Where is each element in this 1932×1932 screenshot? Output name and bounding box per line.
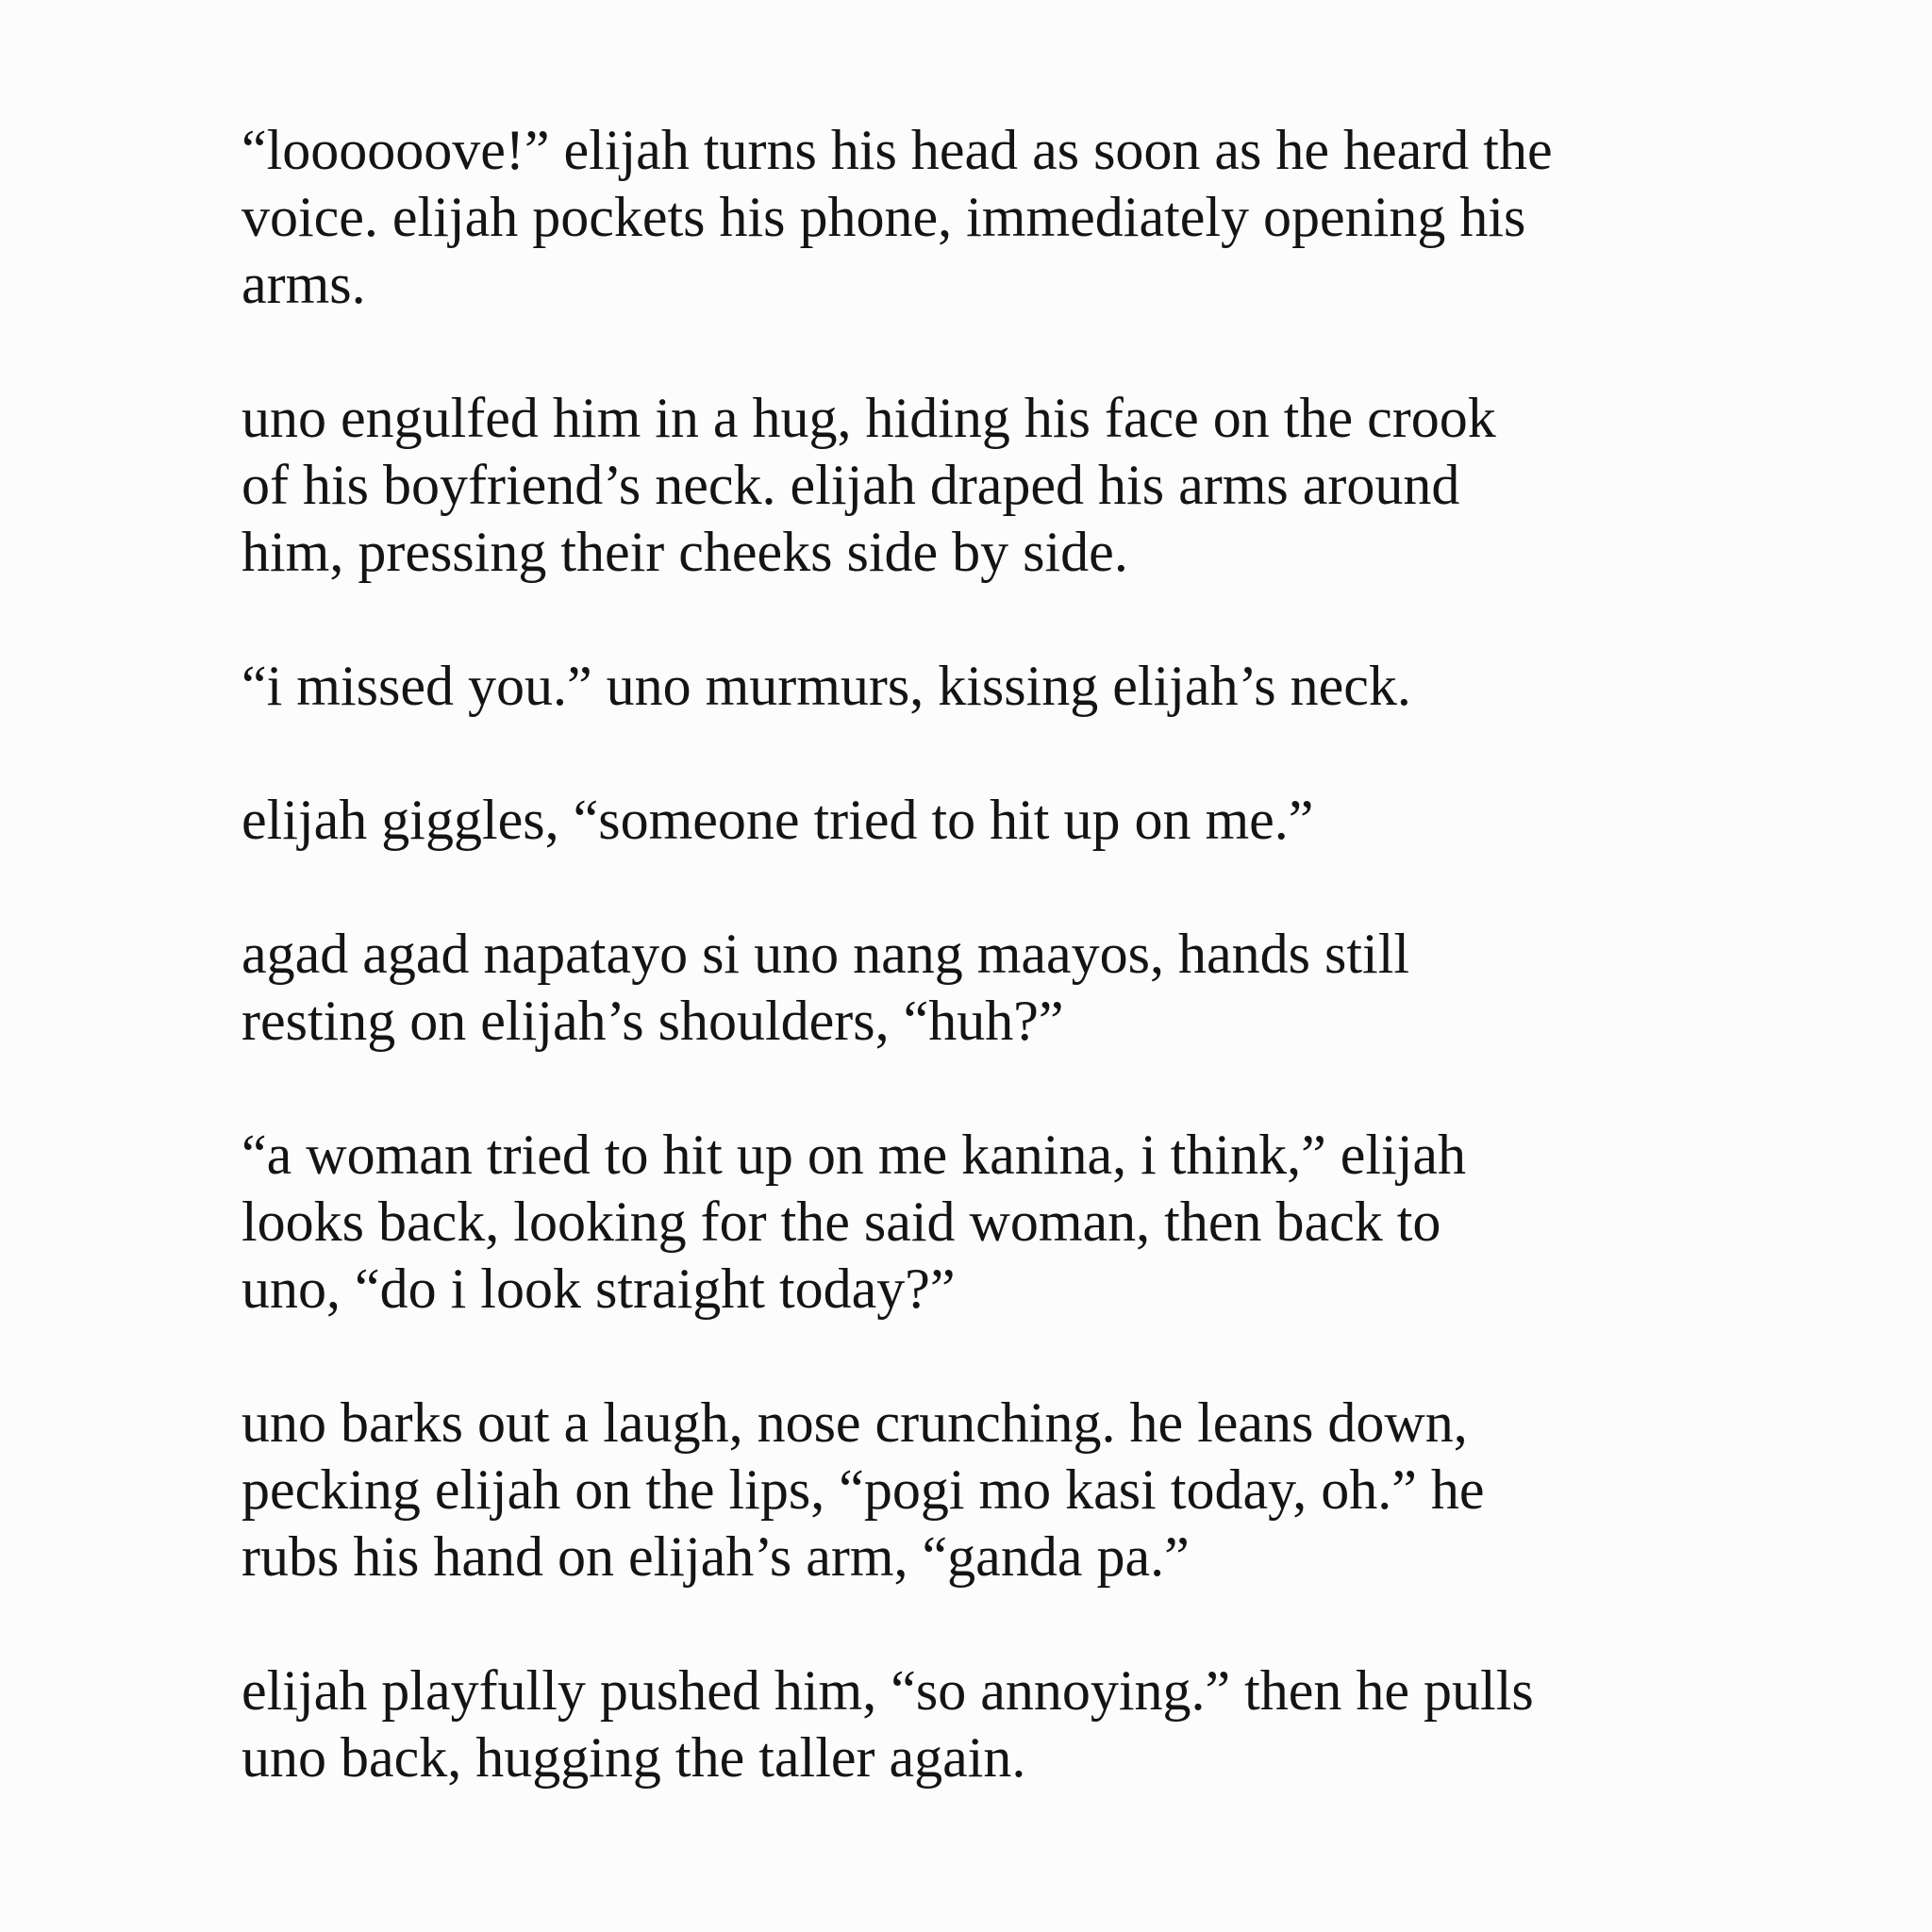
paragraph-line: elijah giggles, “someone tried to hit up on me.” bbox=[242, 789, 1314, 851]
paragraph-5 bbox=[242, 921, 1732, 1055]
paragraph-3 bbox=[242, 653, 1732, 720]
paragraph-8 bbox=[242, 1657, 1732, 1791]
paragraph-line: arms. bbox=[242, 253, 366, 315]
paragraph-line: uno barks out a laugh, nose crunching. he leans down, bbox=[242, 1391, 1468, 1454]
paragraph-line: resting on elijah’s shoulders, “huh?” bbox=[242, 990, 1064, 1052]
paragraph-6 bbox=[242, 1122, 1732, 1323]
paragraph-line: looks back, looking for the said woman, then back to bbox=[242, 1191, 1441, 1253]
paragraph-line: elijah playfully pushed him, “so annoying.” then he pulls bbox=[242, 1659, 1534, 1722]
paragraph-line: rubs his hand on elijah’s arm, “ganda pa.” bbox=[242, 1525, 1190, 1588]
paragraph-4 bbox=[242, 787, 1732, 854]
story-text-page bbox=[242, 117, 1732, 1858]
paragraph-1 bbox=[242, 117, 1732, 318]
paragraph-line: pecking elijah on the lips, “pogi mo kasi today, oh.” he bbox=[242, 1458, 1485, 1521]
paragraph-line: of his boyfriend’s neck. elijah draped his arms around bbox=[242, 454, 1460, 516]
paragraph-line: “a woman tried to hit up on me kanina, i think,” elijah bbox=[242, 1124, 1466, 1186]
paragraph-line: uno engulfed him in a hug, hiding his face on the crook bbox=[242, 387, 1496, 449]
paragraph-7 bbox=[242, 1390, 1732, 1591]
paragraph-line: “loooooove!” elijah turns his head as soon as he heard the bbox=[242, 119, 1553, 181]
paragraph-line: him, pressing their cheeks side by side. bbox=[242, 521, 1128, 583]
paragraph-line: uno back, hugging the taller again. bbox=[242, 1726, 1026, 1789]
paragraph-2 bbox=[242, 385, 1732, 586]
paragraph-line: “i missed you.” uno murmurs, kissing elijah’s neck. bbox=[242, 655, 1411, 717]
paragraph-line: uno, “do i look straight today?” bbox=[242, 1257, 956, 1320]
paragraph-line: agad agad napatayo si uno nang maayos, hands still bbox=[242, 923, 1410, 985]
paragraph-line: voice. elijah pockets his phone, immediately opening his bbox=[242, 186, 1526, 248]
